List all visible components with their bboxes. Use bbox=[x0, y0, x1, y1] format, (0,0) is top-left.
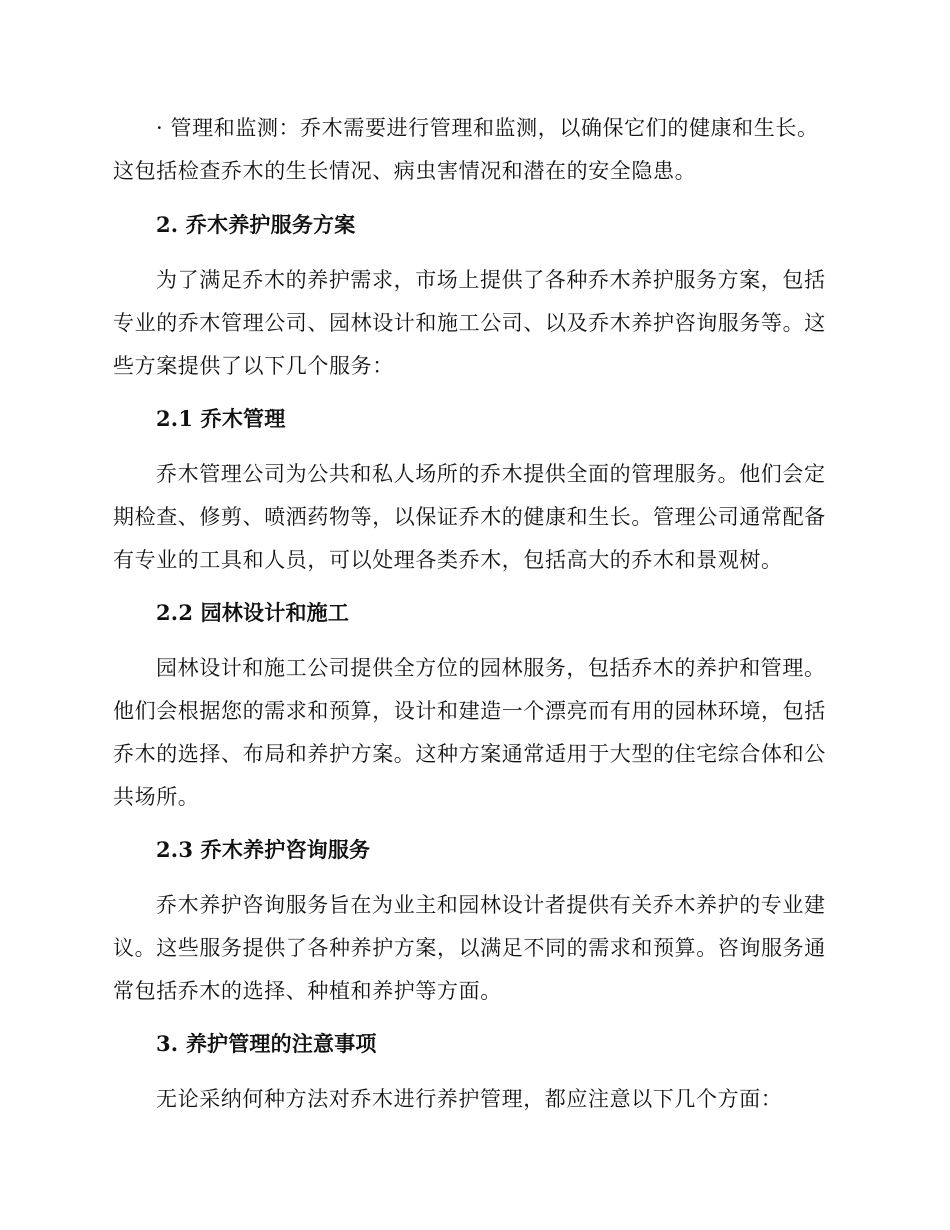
section-heading-2-3: 2.3 乔木养护咨询服务 bbox=[156, 837, 371, 862]
section-heading-2-1: 2.1 乔木管理 bbox=[156, 406, 286, 431]
paragraph-2-2-line-3: 乔木的选择、布局和养护方案。这种方案通常适用于大型的住宅综合体和公 bbox=[113, 742, 826, 766]
bullet-management-line-1: · 管理和监测：乔木需要进行管理和监测，以确保它们的健康和生长。 bbox=[156, 116, 819, 140]
paragraph-2-1-line-3: 有专业的工具和人员，可以处理各类乔木，包括高大的乔木和景观树。 bbox=[113, 548, 783, 572]
paragraph-2-1-line-1: 乔木管理公司为公共和私人场所的乔木提供全面的管理服务。他们会定 bbox=[156, 462, 826, 486]
paragraph-2-2-line-4: 共场所。 bbox=[113, 785, 200, 809]
paragraph-2-3-line-1: 乔木养护咨询服务旨在为业主和园林设计者提供有关乔木养护的专业建 bbox=[156, 893, 826, 917]
section-heading-2-2: 2.2 园林设计和施工 bbox=[156, 600, 350, 625]
paragraph-2-3-line-3: 常包括乔木的选择、种植和养护等方面。 bbox=[113, 979, 502, 1003]
bullet-management-line-2: 这包括检查乔木的生长情况、病虫害情况和潜在的安全隐患。 bbox=[113, 159, 697, 183]
paragraph-2-2-line-1: 园林设计和施工公司提供全方位的园林服务，包括乔木的养护和管理。 bbox=[156, 656, 826, 680]
paragraph-2-3-line-2: 议。这些服务提供了各种养护方案，以满足不同的需求和预算。咨询服务通 bbox=[113, 936, 826, 960]
paragraph-3-line-1: 无论采纳何种方法对乔木进行养护管理，都应注意以下几个方面： bbox=[156, 1087, 783, 1111]
paragraph-2-2-line-2: 他们会根据您的需求和预算，设计和建造一个漂亮而有用的园林环境，包括 bbox=[113, 699, 826, 723]
paragraph-2-1-line-2: 期检查、修剪、喷洒药物等，以保证乔木的健康和生长。管理公司通常配备 bbox=[113, 505, 826, 529]
section-heading-3: 3. 养护管理的注意事项 bbox=[156, 1031, 377, 1056]
paragraph-2-line-1: 为了满足乔木的养护需求，市场上提供了各种乔木养护服务方案，包括 bbox=[156, 268, 826, 292]
paragraph-2-line-2: 专业的乔木管理公司、园林设计和施工公司、以及乔木养护咨询服务等。这 bbox=[113, 311, 826, 335]
section-heading-2: 2. 乔木养护服务方案 bbox=[156, 212, 356, 237]
paragraph-2-line-3: 些方案提供了以下几个服务： bbox=[113, 354, 394, 378]
